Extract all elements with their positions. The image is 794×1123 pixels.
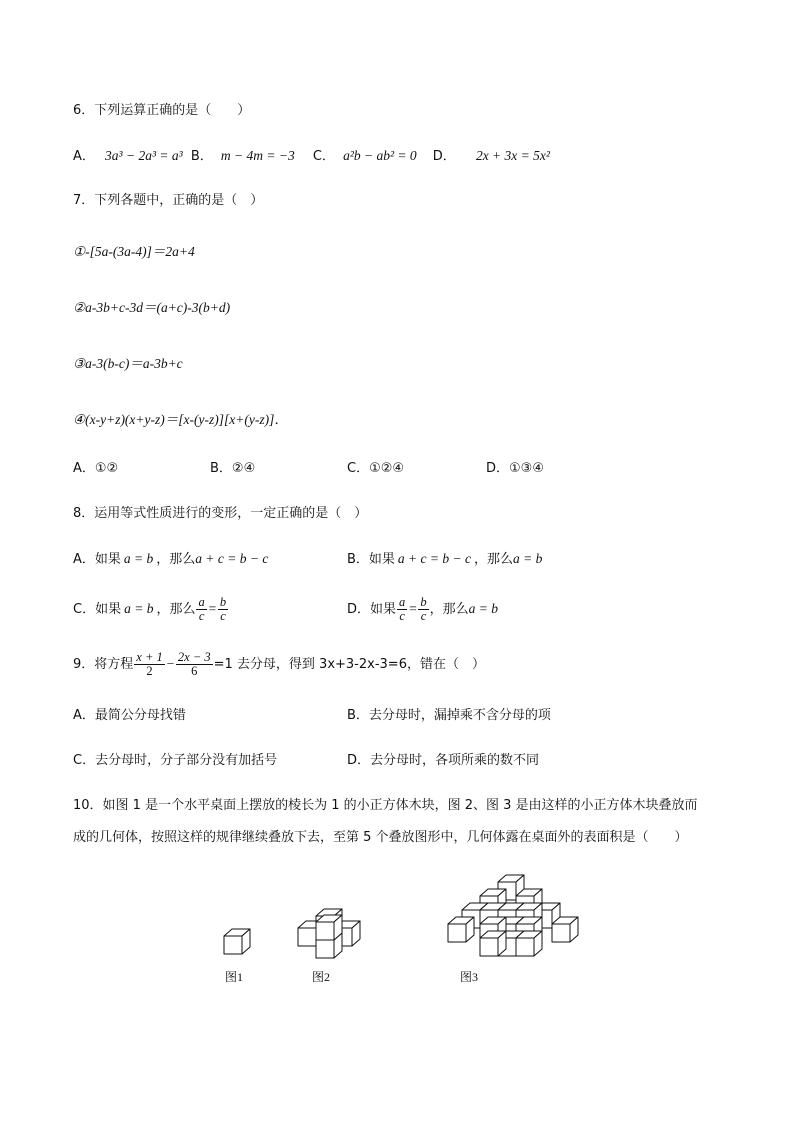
q6-option-d-label: D． xyxy=(432,149,456,164)
q6-stem: 6．下列运算正确的是（ ） xyxy=(73,103,251,118)
q8-d-frac-right: $\frac{b}{c}$ xyxy=(420,595,427,623)
q8-option-c: C．如果 a = b ，那么 $\frac{a}{c}$ = $\frac{b}{c}$ xyxy=(73,595,227,623)
q9-frac-1 xyxy=(134,651,164,678)
q7-option-a: A．①② xyxy=(73,461,119,476)
q6-option-b-expr: m − 4m = −3 xyxy=(220,148,295,163)
q7-option-d: D．①③④ xyxy=(486,461,544,476)
q8-option-d: D．如果 $\frac{a}{c}$ = $\frac{b}{c}$ ，那么a = b xyxy=(347,595,499,623)
q6-option-b-label: B． xyxy=(190,149,213,164)
cube-1 xyxy=(224,929,250,954)
q7-item-3: ③a-3(b-c)＝a-3b+c xyxy=(73,356,183,371)
cube-16 xyxy=(516,931,542,956)
q9-stem xyxy=(73,646,485,683)
figure-1-cubes xyxy=(212,922,262,968)
q8-option-b-res: a = b xyxy=(513,551,543,566)
figure-2-caption: 图2 xyxy=(312,970,331,984)
q8-option-c-label: C．如果 xyxy=(73,602,122,617)
q8-option-a-label: A．如果 xyxy=(73,552,121,567)
q9-option-a: A．最简公分母找错 xyxy=(73,708,186,723)
q9-option-b: B．去分母时，漏掉乘不含分母的项 xyxy=(347,708,551,723)
q7-option-c: C．①②④ xyxy=(347,461,405,476)
q8-d-frac-left: $\frac{a}{c}$ xyxy=(399,595,406,623)
q7-item-2: ②a-3b+c-3d＝(a+c)-3(b+d) xyxy=(73,300,231,315)
cube-10 xyxy=(552,917,578,942)
q9-stem-post: =1 去分母，得到 3x+3-2x-3=6，错在（ ） xyxy=(213,657,485,672)
q10-line-2: 成的几何体，按照这样的规律继续叠放下去，至第 5 个叠放图形中，几何体露在桌面外的表面积是（ ） xyxy=(73,830,688,845)
q9-frac-1-den: 2 xyxy=(146,664,153,678)
q6-option-c-expr: a²b − ab² = 0 xyxy=(343,148,417,163)
q6-option-a-label: A． xyxy=(73,149,95,164)
q8-option-b-cond: a + c = b − c xyxy=(397,551,471,566)
q8-stem: 8．运用等式性质进行的变形，一定正确的是（ ） xyxy=(73,506,368,521)
q9-frac-1-num: x + 1 xyxy=(136,650,163,664)
q9-option-d: D．去分母时，各项所乘的数不同 xyxy=(347,753,540,768)
cube-15 xyxy=(480,931,506,956)
q7-item-4: ④(x-y+z)(x+y-z)＝[x-(y-z)][x+(y-z)]． xyxy=(73,412,288,427)
q9-frac-2-den: 6 xyxy=(191,664,198,678)
q8-option-a-cond: a = b xyxy=(123,551,154,566)
q9-option-c: C．去分母时，分子部分没有加括号 xyxy=(73,753,278,768)
q8-option-d-mid: ，那么 xyxy=(429,602,469,617)
q9-minus: − xyxy=(165,656,175,671)
q8-c-frac-left: $\frac{a}{c}$ xyxy=(198,595,205,623)
q8-option-c-mid: ，那么 xyxy=(156,602,196,617)
q8-c-frac-right: $\frac{b}{c}$ xyxy=(219,595,227,623)
q6-option-d-expr: 2x + 3x = 5x² xyxy=(475,148,550,163)
q9-frac-2 xyxy=(176,651,213,678)
q9-frac-2-num: 2x − 3 xyxy=(177,650,211,664)
q7-option-b: B．②④ xyxy=(210,461,256,476)
cube-9 xyxy=(448,917,474,942)
figure-3-caption: 图3 xyxy=(460,970,479,984)
q9-stem-pre: 9．将方程 xyxy=(73,657,134,672)
q8-option-d-label: D．如果 xyxy=(347,602,397,617)
q6-options xyxy=(73,147,550,166)
q7-item-1: ①-[5a-(3a-4)]＝2a+4 xyxy=(73,244,195,259)
q6-option-a-expr: 3a³ − 2a³ = a³ xyxy=(105,148,183,163)
figure-2-cubes xyxy=(290,898,380,970)
q8-option-a-res: a + c = b − c xyxy=(195,551,269,566)
q10-line-1: 10．如图 1 是一个水平桌面上摆放的棱长为 1 的小正方体木块，图 2、图 3 是由这样的小正方体木块叠放而 xyxy=(73,798,698,813)
figure-1-caption: 图1 xyxy=(225,970,244,984)
q8-option-d-res: a = b xyxy=(468,601,499,616)
q8-option-a-mid: ，那么 xyxy=(156,552,196,567)
q8-option-b-mid: ，那么 xyxy=(474,552,514,567)
q6-option-c-label: C． xyxy=(312,149,335,164)
q8-option-c-cond: a = b xyxy=(124,601,154,616)
figure-3-cubes xyxy=(440,868,580,972)
q8-option-b xyxy=(347,550,542,569)
q8-option-b-label: B．如果 xyxy=(347,552,395,567)
q8-option-a xyxy=(73,550,268,569)
cube-5 xyxy=(316,915,342,940)
q7-stem: 7．下列各题中，正确的是（ ） xyxy=(73,193,264,208)
